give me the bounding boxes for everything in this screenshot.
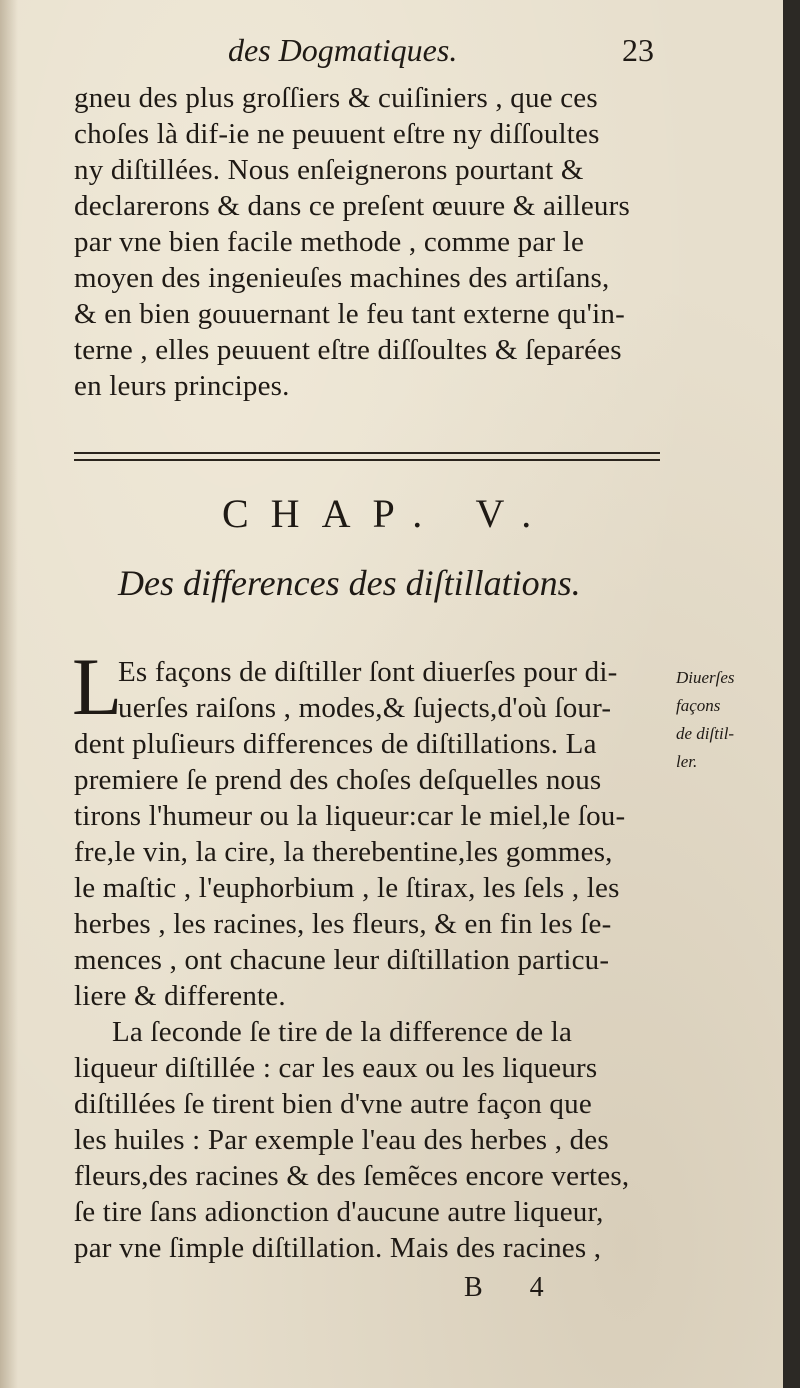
text-line: Es façons de diſtiller ſont diuerſes pour di- bbox=[118, 656, 618, 688]
text-line: dent pluſieurs differences de diſtillations. La bbox=[74, 728, 597, 760]
margin-line: Diuerſes bbox=[676, 668, 735, 687]
text-line: liqueur diſtillée : car les eaux ou les liqueurs bbox=[74, 1052, 598, 1084]
text-line: le maſtic , l'euphorbium , le ſtirax, les ſels , les bbox=[74, 872, 620, 904]
text-line: par vne bien facile methode , comme par le bbox=[74, 226, 585, 258]
text-line: fre,le vin, la cire, la therebentine,les gommes, bbox=[74, 836, 613, 868]
margin-line: façons bbox=[676, 696, 721, 715]
text-line: gneu des plus groſſiers & cuiſiniers , que ces bbox=[74, 82, 598, 114]
text-line: choſes là dif-ie ne peuuent eſtre ny diſſoultes bbox=[74, 118, 600, 150]
text-line: herbes , les racines, les fleurs, & en fin les ſe- bbox=[74, 908, 612, 940]
text-line: tirons l'humeur ou la liqueur:car le miel,le ſou- bbox=[74, 800, 626, 832]
text-line: & en bien gouuernant le feu tant externe qu'in- bbox=[74, 298, 625, 330]
chapter-subtitle: Des differences des diſtillations. bbox=[118, 563, 581, 603]
text-line: par vne ſimple diſtillation. Mais des racines , bbox=[74, 1232, 602, 1264]
text-line: liere & differente. bbox=[74, 980, 286, 1012]
margin-line: de diſtil- bbox=[676, 724, 735, 743]
signature-mark: B 4 bbox=[464, 1272, 564, 1303]
text-line: les huiles : Par exemple l'eau des herbes , des bbox=[74, 1124, 609, 1156]
text-line: ny diſtillées. Nous enſeignerons pourtant & bbox=[74, 154, 584, 186]
page-number: 23 bbox=[622, 32, 654, 68]
text-line: declarerons & dans ce preſent œuure & ailleurs bbox=[74, 190, 630, 222]
background-edge bbox=[783, 0, 800, 1388]
running-head: des Dogmatiques. bbox=[228, 32, 458, 68]
ornamental-rule bbox=[74, 452, 660, 461]
page-gutter-shadow bbox=[0, 0, 18, 1388]
text-line: ſe tire ſans adionction d'aucune autre liqueur, bbox=[74, 1196, 604, 1228]
text-line: terne , elles peuuent eſtre diſſoultes & ſeparées bbox=[74, 334, 622, 366]
text-line: premiere ſe prend des choſes deſquelles nous bbox=[74, 764, 602, 796]
text-line: La ſeconde ſe tire de la difference de la bbox=[112, 1016, 573, 1048]
text-line: en leurs principes. bbox=[74, 370, 290, 402]
margin-line: ler. bbox=[676, 752, 698, 771]
text-line: fleurs,des racines & des ſemẽces encore vertes, bbox=[74, 1160, 630, 1192]
text-line: uerſes raiſons , modes,& ſujects,d'où ſour- bbox=[118, 692, 612, 724]
text-line: diſtillées ſe tirent bien d'vne autre façon que bbox=[74, 1088, 592, 1120]
text-line: mences , ont chacune leur diſtillation particu- bbox=[74, 944, 610, 976]
chapter-heading: CHAP. V. bbox=[222, 491, 554, 536]
text-line: moyen des ingenieuſes machines des artiſans, bbox=[74, 262, 610, 294]
drop-capital: L bbox=[72, 641, 123, 732]
